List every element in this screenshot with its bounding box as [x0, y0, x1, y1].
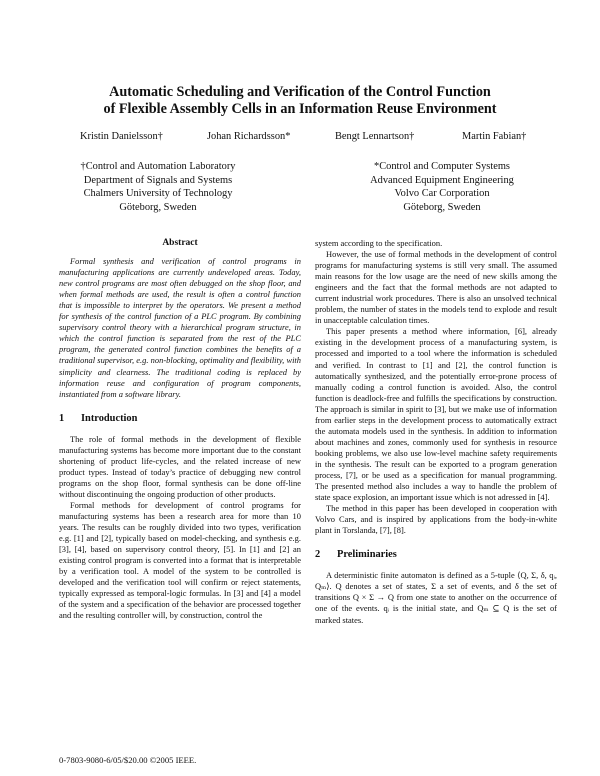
intro-paragraph-2: Formal methods for development of control programs for manufacturing systems has been a research area for more than 10 years. The results can be roughly divided into two types, verification e.g. [1] and [2], typically based on model-checking, and synthesis e.g. [3], [4], based on supervisory control theory, [5]. In [1] and [2] an existing control program is converted into a format that is interpretable by a verification tool. A model of the system to be controlled is developed and the verification tool will confirm or reject statements, typically expressed as temporal-logic formulas. In [3] and [4] a model of the system and a specification of the behavior are processed together and the resulting controller will, by construction, control the — [59, 499, 301, 621]
title-line-1: Automatic Scheduling and Verification of the Control Function — [109, 84, 491, 100]
affil-right-line: *Control and Computer Systems — [374, 161, 510, 172]
intro-paragraph-3: However, the use of formal methods in the development of control programs for manufacturing systems is still very small. The assumed main reasons for the low usage are the need of new skills among the engineers and the fact that the formal methods are not adapted to current industrial work procedures. There is also an unsolved technical problem, the number of states in the models tend to explode and result in unacceptable calculation times. — [315, 249, 557, 326]
section-2-heading — [315, 549, 557, 560]
affiliation-left — [72, 160, 244, 214]
section-1-heading — [59, 413, 301, 424]
affil-left-line: Department of Signals and Systems — [83, 174, 233, 186]
intro-paragraph-1: The role of formal methods in the development of flexible manufacturing systems has become more important due to the constant shortening of product life-cycles, and the related increase of new product types. Instead of today’s practice of debugging new control programs on the shop floor, formal synthesis can be done off-line without discontinuing the ongoing production of other products. — [59, 433, 301, 499]
affil-right-line: Göteborg, Sweden — [403, 201, 481, 213]
left-column — [59, 238, 301, 622]
affiliation-right — [356, 160, 528, 214]
abstract-heading: Abstract — [162, 238, 198, 248]
intro-paragraph-5: The method in this paper has been developed in cooperation with Volvo Cars, and is inspired by applications from the body-in-white plant in Torslanda, [7], [8]. — [315, 503, 557, 536]
affil-right-line: Advanced Equipment Engineering — [370, 174, 514, 186]
intro-paragraph-continued: system according to the specification. — [315, 238, 443, 248]
affil-left-line: Göteborg, Sweden — [119, 201, 197, 213]
author-3: Bengt Lennartson† — [335, 131, 415, 142]
right-column — [315, 238, 557, 626]
paper-title — [0, 84, 600, 118]
copyright-footer: 0-7803-9080-6/05/$20.00 ©2005 IEEE. — [59, 755, 197, 765]
intro-paragraph-4: This paper presents a method where information, [6], already existing in the development process of a manufacturing system, is processed and imported to a tool where the information is scheduled and verified. In contrast to [1] and [2], the control function is automatically synthesized, and the potentially error-prone process of manually coding a control function is avoided. Also, the control function is deadlock-free and fulfills the specifications by construction. The approach is similar in spirit to [3], but we make use of information from earlier steps in the development process to automatically extract the automata models used in the synthesis. In addition to information about machines and zones, commonly used for synthesis in resource booking problems, we also use low-level machine safety requirements in the synthesis. The result can be exported to a program generation process, [7], or be used as a specification for manual programming. The presented method also includes a way to handle the problem of state space explosion, an important issue which is not adressed in [4]. — [315, 326, 557, 503]
affil-left-line: Chalmers University of Technology — [83, 188, 233, 200]
author-1: Kristin Danielsson† — [80, 131, 163, 142]
title-line-2: of Flexible Assembly Cells in an Information Reuse Environment — [103, 101, 497, 117]
section-2-title: Preliminaries — [337, 549, 397, 561]
affil-right-line: Volvo Car Corporation — [394, 188, 490, 200]
section-1-title: Introduction — [81, 412, 138, 424]
abstract-text: Formal synthesis and verification of control programs in manufacturing applications are currently undeveloped areas. Today, new control programs are most often debugged on the shop floor, and when formal methods are used, the result is often a control function that is impossible to interpret by the operators. We present a method for synthesis of the control function of a PLC program. By combining supervisory control theory with a hierarchical program structure, in which the control function is separated from the rest of the PLC program, the generated control function combines the benefits of a traditional supervisor, e.g. non-blocking, optimality and flexibility, with simplicity and clearness. The traditional coding is replaced by information reuse and configuration of program components, instantiated from a software library. — [59, 256, 301, 399]
section-1-number: 1 — [59, 412, 65, 424]
author-4: Martin Fabian† — [462, 131, 527, 142]
author-2: Johan Richardsson* — [207, 131, 291, 142]
affil-left-line: †Control and Automation Laboratory — [80, 161, 236, 172]
preliminaries-paragraph-1: A deterministic finite automaton is defined as a 5-tuple ⟨Q, Σ, δ, qᵢ, Qₘ⟩. Q denotes a set of states, Σ a set of events, and δ the set of transitions Q × Σ → Q from one state to another on the occurrence of one of the events. qᵢ is the initial state, and Qₘ ⊆ Q is the set of marked states. — [315, 570, 557, 625]
section-2-number: 2 — [315, 549, 321, 561]
